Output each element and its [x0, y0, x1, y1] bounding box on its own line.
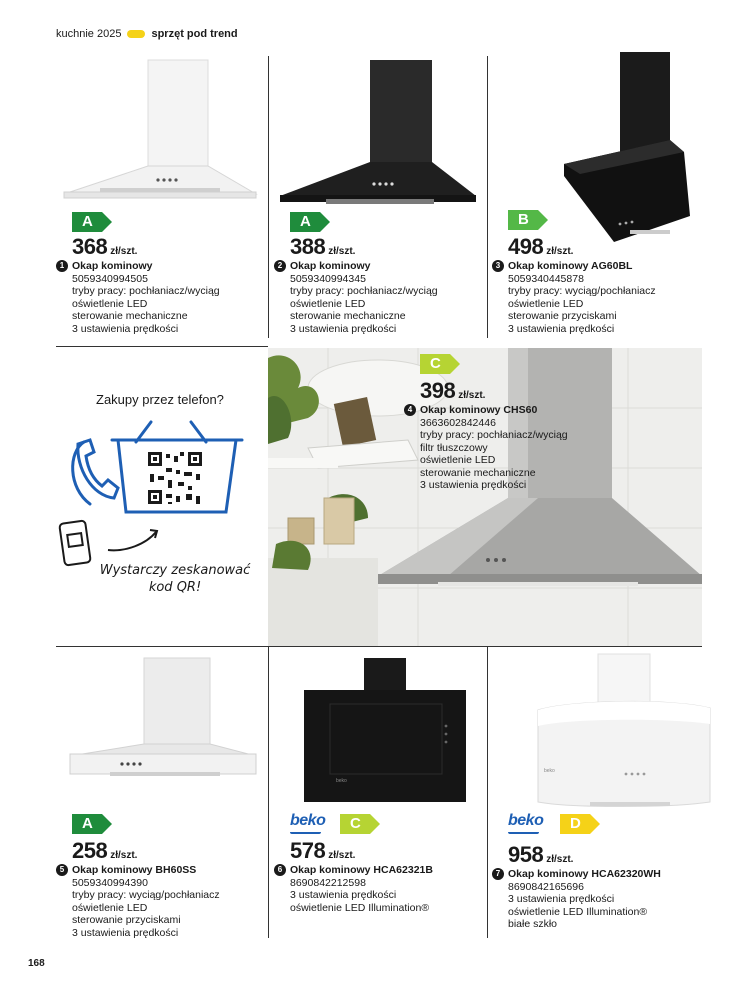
number-badge: 6: [274, 864, 286, 876]
price: 498 zł/szt.: [508, 234, 574, 259]
spec-line: oświetlenie LED: [508, 297, 584, 310]
price: 398 zł/szt.: [420, 378, 486, 403]
price: 578 zł/szt.: [290, 838, 356, 863]
brand-logo: beko: [508, 812, 544, 829]
spec-line: tryby pracy: pochłaniacz/wyciąg: [72, 285, 220, 297]
price: 368 zł/szt.: [72, 234, 138, 259]
spec-line: 3 ustawienia prędkości: [290, 322, 397, 335]
qr-caption: [90, 562, 260, 596]
category-label: kuchnie 2025: [56, 28, 122, 40]
divider: [56, 646, 702, 647]
product-info: [277, 864, 433, 914]
product-code: 3663602842446: [420, 416, 496, 429]
yellow-pill-icon: [127, 30, 145, 38]
divider: [56, 346, 268, 347]
page-header: [56, 28, 238, 40]
black-hood-image: [276, 58, 480, 212]
price: 388 zł/szt.: [290, 234, 356, 259]
energy-class-badge: A: [72, 814, 102, 834]
qr-caption-line: Wystarczy zeskanować: [99, 563, 251, 578]
spec-line: sterowanie przyciskami: [72, 914, 181, 926]
product-info: [59, 260, 220, 335]
number-badge: 7: [492, 868, 504, 880]
spec-line: oświetlenie LED Illumination®: [290, 901, 430, 914]
product-code: 5059340445878: [508, 272, 584, 285]
spec-line: oświetlenie LED: [72, 297, 148, 310]
product-title: Okap kominowy AG60BL: [508, 260, 633, 272]
product-code: 5059340994390: [72, 876, 148, 889]
page-number: 168: [28, 958, 45, 969]
section-label: sprzęt pod trend: [151, 28, 238, 40]
energy-class-badge: D: [560, 814, 590, 834]
black-glass-hood-image: [302, 656, 468, 806]
energy-class-badge: A: [72, 212, 102, 232]
white-hood-image: [60, 58, 260, 208]
number-badge: 4: [404, 404, 416, 416]
spec-line: tryby pracy: pochłaniacz/wyciąg: [420, 429, 568, 441]
spec-line: filtr tłuszczowy: [420, 441, 488, 454]
product-info: [59, 864, 220, 939]
spec-line: oświetlenie LED Illumination®: [508, 905, 648, 918]
number-badge: 1: [56, 260, 68, 272]
divider: [487, 56, 488, 338]
spec-line: oświetlenie LED: [72, 901, 148, 914]
energy-class-badge: B: [508, 210, 538, 230]
brand-logo: beko: [290, 812, 326, 829]
spec-line: 3 ustawienia prędkości: [290, 889, 397, 901]
spec-line: białe szkło: [508, 918, 558, 930]
divider: [487, 646, 488, 938]
price: 958 zł/szt.: [508, 842, 574, 867]
product-code: 5059340994345: [290, 272, 366, 285]
product-title: Okap kominowy HCA62321B: [290, 864, 433, 876]
spec-line: sterowanie mechaniczne: [290, 310, 406, 322]
white-glass-hood-image: [530, 652, 716, 812]
divider: [268, 56, 269, 338]
divider: [268, 646, 269, 938]
black-slanted-hood-image: [560, 52, 700, 248]
spec-line: oświetlenie LED: [420, 454, 496, 466]
spec-line: sterowanie przyciskami: [508, 310, 617, 322]
product-title: Okap kominowy: [290, 260, 371, 272]
spec-line: tryby pracy: wyciąg/pochłaniacz: [508, 285, 656, 297]
steel-hood-image: [66, 656, 262, 788]
spec-line: tryby pracy: pochłaniacz/wyciąg: [290, 285, 438, 297]
energy-class-badge: A: [290, 212, 320, 232]
product-info: [407, 404, 568, 492]
product-code: 8690842212598: [290, 876, 366, 889]
spec-line: oświetlenie LED: [290, 297, 366, 310]
spec-line: 3 ustawienia prędkości: [72, 926, 179, 939]
spec-line: 3 ustawienia prędkości: [508, 322, 615, 335]
product-title: Okap kominowy HCA62320WH: [508, 868, 661, 880]
spec-line: 3 ustawienia prędkości: [420, 479, 527, 491]
number-badge: 3: [492, 260, 504, 272]
product-code: 8690842165696: [508, 880, 584, 893]
energy-class-badge: C: [420, 354, 450, 374]
qr-heading: Zakupy przez telefon?: [96, 392, 224, 407]
price: 258 zł/szt.: [72, 838, 138, 863]
spec-line: sterowanie mechaniczne: [420, 466, 536, 479]
energy-class-badge: C: [340, 814, 370, 834]
spec-line: sterowanie mechaniczne: [72, 310, 188, 322]
svg-text:beko: beko: [544, 768, 555, 774]
product-title: Okap kominowy BH60SS: [72, 864, 197, 876]
number-badge: 5: [56, 864, 68, 876]
product-info: [277, 260, 438, 335]
product-code: 5059340994505: [72, 272, 148, 285]
number-badge: 2: [274, 260, 286, 272]
product-info: [495, 868, 661, 931]
product-title: Okap kominowy: [72, 260, 153, 272]
product-title: Okap kominowy CHS60: [420, 404, 538, 416]
spec-line: 3 ustawienia prędkości: [72, 322, 179, 335]
qr-caption-line: kod QR!: [148, 580, 202, 595]
spec-line: 3 ustawienia prędkości: [508, 893, 615, 905]
spec-line: tryby pracy: wyciąg/pochłaniacz: [72, 889, 220, 901]
svg-text:beko: beko: [336, 778, 347, 784]
product-info: [495, 260, 656, 335]
